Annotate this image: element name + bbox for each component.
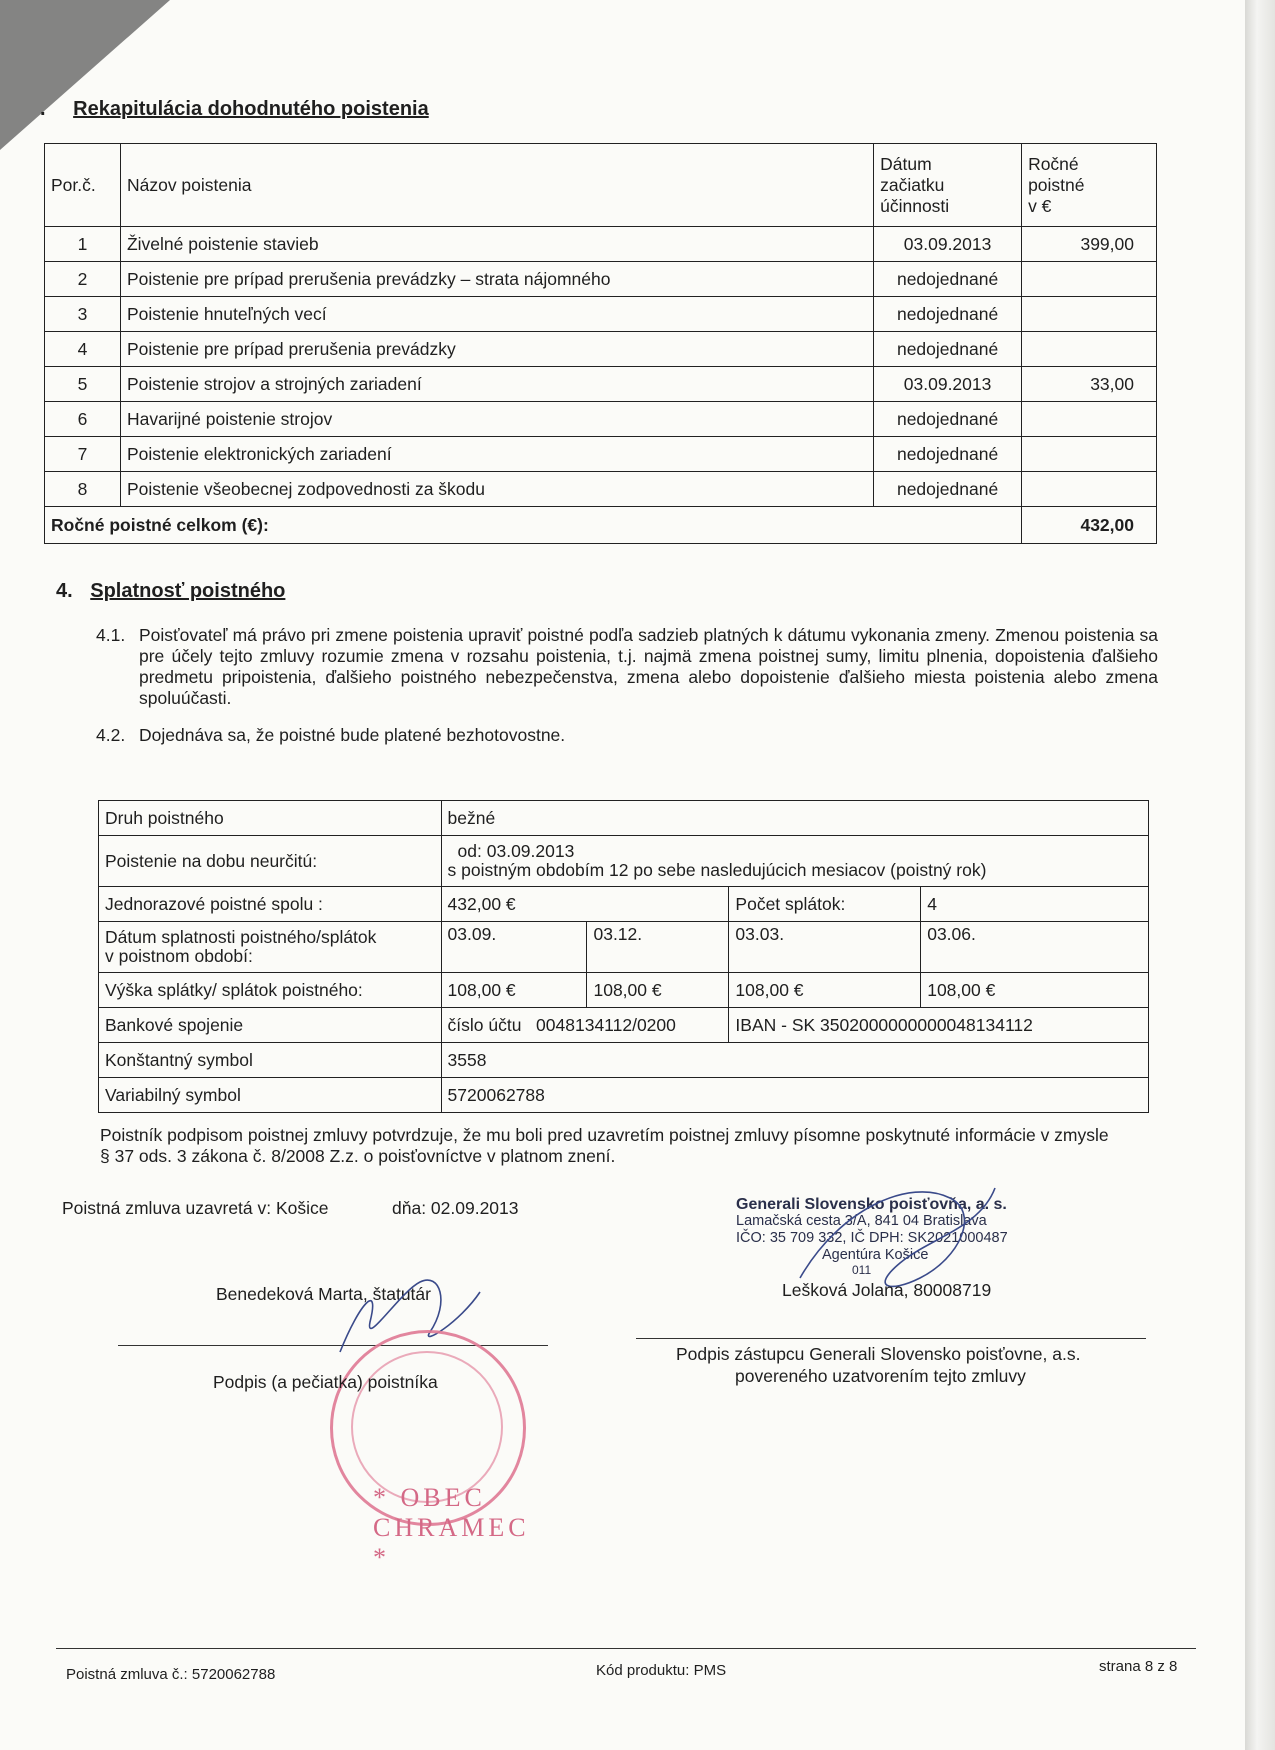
row-date: 03.09.2013 <box>874 227 1022 262</box>
single-premium-row <box>99 887 1149 922</box>
row-amount <box>1022 437 1157 472</box>
iban: IBAN - SK 3502000000000048134112 <box>729 1008 1149 1043</box>
row-name: Poistenie elektronických zariadení <box>120 437 873 472</box>
stamp-address: Lamačská cesta 3/A, 841 04 Bratislava <box>736 1213 987 1229</box>
indefinite-term-label: Poistenie na dobu neurčitú: <box>99 836 442 887</box>
row-number: 3 <box>45 297 121 332</box>
section-3-title: Rekapitulácia dohodnutého poistenia <box>73 98 429 120</box>
row-date: nedojednané <box>874 402 1022 437</box>
premium-type-value: bežné <box>441 801 1148 836</box>
seal-text: * OBEC CHRAMEC * <box>373 1483 530 1572</box>
due-dates-row <box>99 922 1149 973</box>
row-amount <box>1022 297 1157 332</box>
row-number: 5 <box>45 367 121 402</box>
payment-table <box>98 800 1149 1113</box>
paragraph-4-2 <box>96 725 1158 747</box>
row-date: 03.09.2013 <box>874 367 1022 402</box>
table-header-row <box>45 144 1157 227</box>
row-date: nedojednané <box>874 297 1022 332</box>
declaration-text: Poistník podpisom poistnej zmluvy potvrdzuje, že mu boli pred uzavretím poistnej zmluvy písomne poskytnuté informácie v zmysle § 37 ods. 3 zákona č. 8/2008 Z.z. o poisťovníctve v platnom znení. <box>100 1125 1109 1166</box>
table-row <box>45 297 1157 332</box>
row-number: 1 <box>45 227 121 262</box>
row-amount: 399,00 <box>1022 227 1157 262</box>
paper-stack-edge <box>1245 0 1275 1750</box>
row-amount <box>1022 262 1157 297</box>
stamp-agency-code: 011 <box>852 1263 872 1277</box>
installment-amount-1: 108,00 € <box>441 973 587 1008</box>
table-row <box>45 227 1157 262</box>
due-date-2: 03.12. <box>587 922 729 973</box>
signature-label-right-1: Podpis zástupcu Generali Slovensko poisťovne, a.s. <box>676 1344 1081 1364</box>
row-number: 2 <box>45 262 121 297</box>
constant-symbol-label: Konštantný symbol <box>99 1043 442 1078</box>
installment-amount-row <box>99 973 1149 1008</box>
header-datum: Dátum začiatku účinnosti <box>874 144 1022 227</box>
table-row <box>45 367 1157 402</box>
variable-symbol-row <box>99 1078 1149 1113</box>
row-date: nedojednané <box>874 332 1022 367</box>
row-amount <box>1022 332 1157 367</box>
bank-row <box>99 1008 1149 1043</box>
section-4-title: Splatnosť poistného <box>90 580 286 602</box>
insurance-recap-table <box>44 143 1157 544</box>
header-por-c: Por.č. <box>45 144 121 227</box>
table-row <box>45 472 1157 507</box>
variable-symbol-value: 5720062788 <box>441 1078 1148 1113</box>
header-rocne: Ročné poistné v € <box>1022 144 1157 227</box>
row-name: Havarijné poistenie strojov <box>120 402 873 437</box>
row-amount: 33,00 <box>1022 367 1157 402</box>
start-date: od: 03.09.2013 <box>457 841 575 861</box>
paragraph-number: 4.1. <box>96 625 126 645</box>
signature-label-left: Podpis (a pečiatka) poistníka <box>213 1372 438 1392</box>
constant-symbol-row <box>99 1043 1149 1078</box>
variable-symbol-label: Variabilný symbol <box>99 1078 442 1113</box>
row-amount <box>1022 472 1157 507</box>
row-date: nedojednané <box>874 472 1022 507</box>
stamp-company: Generali Slovensko poisťovňa, a. s. <box>736 1196 1007 1213</box>
single-premium-label: Jednorazové poistné spolu : <box>99 887 442 922</box>
paragraph-number: 4.2. <box>96 725 126 745</box>
due-dates-label: Dátum splatnosti poistného/splátok v poistnom období: <box>99 922 442 973</box>
row-date: nedojednané <box>874 262 1022 297</box>
premium-type-row <box>99 801 1149 836</box>
contract-date: dňa: 02.09.2013 <box>392 1198 519 1218</box>
installment-amount-3: 108,00 € <box>729 973 921 1008</box>
constant-symbol-value: 3558 <box>441 1043 1148 1078</box>
table-row <box>45 402 1157 437</box>
table-row <box>45 437 1157 472</box>
contract-place: Poistná zmluva uzavretá v: Košice <box>62 1198 329 1218</box>
table-row <box>45 262 1157 297</box>
paragraph-text: Poisťovateľ má právo pri zmene poistenia upraviť poistné podľa sadzieb platných k dátumu vykonania zmeny. Zmenou poistenia sa pre účely tejto zmluvy rozumie zmena v rozsahu poistenia, t.j. najmä zmena poistnej sumy, limitu plnenia, dopoistenia ďalšieho predmetu pripoistenia, ďalšieho poistného nebezpečenstva, zmena alebo dopoistenie ďalšieho miesta poistenia alebo zmena spoluúčasti. <box>139 625 1158 708</box>
row-name: Poistenie hnuteľných vecí <box>120 297 873 332</box>
signer-right-name: Lešková Jolana, 80008719 <box>782 1280 992 1300</box>
row-amount <box>1022 402 1157 437</box>
row-number: 4 <box>45 332 121 367</box>
row-name: Poistenie pre prípad prerušenia prevádzky – strata nájomného <box>120 262 873 297</box>
installment-amount-4: 108,00 € <box>921 973 1149 1008</box>
row-name: Poistenie pre prípad prerušenia prevádzky <box>120 332 873 367</box>
row-name: Poistenie všeobecnej zodpovednosti za škodu <box>120 472 873 507</box>
footer-product-code: Kód produktu: PMS <box>596 1662 727 1679</box>
folded-corner <box>0 0 170 150</box>
row-number: 6 <box>45 402 121 437</box>
bank-label: Bankové spojenie <box>99 1008 442 1043</box>
indefinite-term-row <box>99 836 1149 887</box>
due-date-1: 03.09. <box>441 922 587 973</box>
installment-amount-2: 108,00 € <box>587 973 729 1008</box>
row-number: 7 <box>45 437 121 472</box>
header-nazov: Názov poistenia <box>120 144 873 227</box>
premium-type-label: Druh poistného <box>99 801 442 836</box>
table-row <box>45 332 1157 367</box>
signature-line-right <box>636 1338 1146 1339</box>
row-name: Poistenie strojov a strojných zariadení <box>120 367 873 402</box>
total-row <box>45 507 1157 544</box>
account-number: číslo účtu 0048134112/0200 <box>441 1008 729 1043</box>
single-premium-value: 432,00 € <box>441 887 729 922</box>
municipal-seal <box>330 1330 530 1572</box>
row-name: Živelné poistenie stavieb <box>120 227 873 262</box>
footer-divider <box>56 1648 1196 1649</box>
section-4-number: 4. <box>56 580 73 602</box>
stamp-ids: IČO: 35 709 332, IČ DPH: SK2021000487 <box>736 1230 1008 1246</box>
section-4-heading <box>56 580 285 603</box>
section-3-number: . <box>40 98 46 120</box>
stamp-agency: Agentúra Košice <box>822 1247 929 1263</box>
due-date-3: 03.03. <box>729 922 921 973</box>
indefinite-term-value <box>441 836 1148 887</box>
due-date-4: 03.06. <box>921 922 1149 973</box>
installment-count-label: Počet splátok: <box>729 887 921 922</box>
paragraph-4-1 <box>96 625 1158 720</box>
installment-amount-label: Výška splátky/ splátok poistného: <box>99 973 442 1008</box>
footer-contract-number: Poistná zmluva č.: 5720062788 <box>66 1666 276 1683</box>
signer-left-name: Benedeková Marta, štatutár <box>216 1284 431 1304</box>
footer-page-number: strana 8 z 8 <box>1099 1658 1178 1675</box>
signature-label-right-2: povereného uzatvorením tejto zmluvy <box>735 1366 1026 1386</box>
total-label: Ročné poistné celkom (€): <box>45 507 1022 544</box>
paragraph-text: Dojednáva sa, že poistné bude platené bezhotovostne. <box>139 725 566 745</box>
installment-count-value: 4 <box>921 887 1149 922</box>
section-3-heading <box>40 98 429 121</box>
row-number: 8 <box>45 472 121 507</box>
total-value: 432,00 <box>1022 507 1157 544</box>
period-description: s poistným obdobím 12 po sebe nasledujúcich mesiacov (poistný rok) <box>447 860 987 880</box>
row-date: nedojednané <box>874 437 1022 472</box>
